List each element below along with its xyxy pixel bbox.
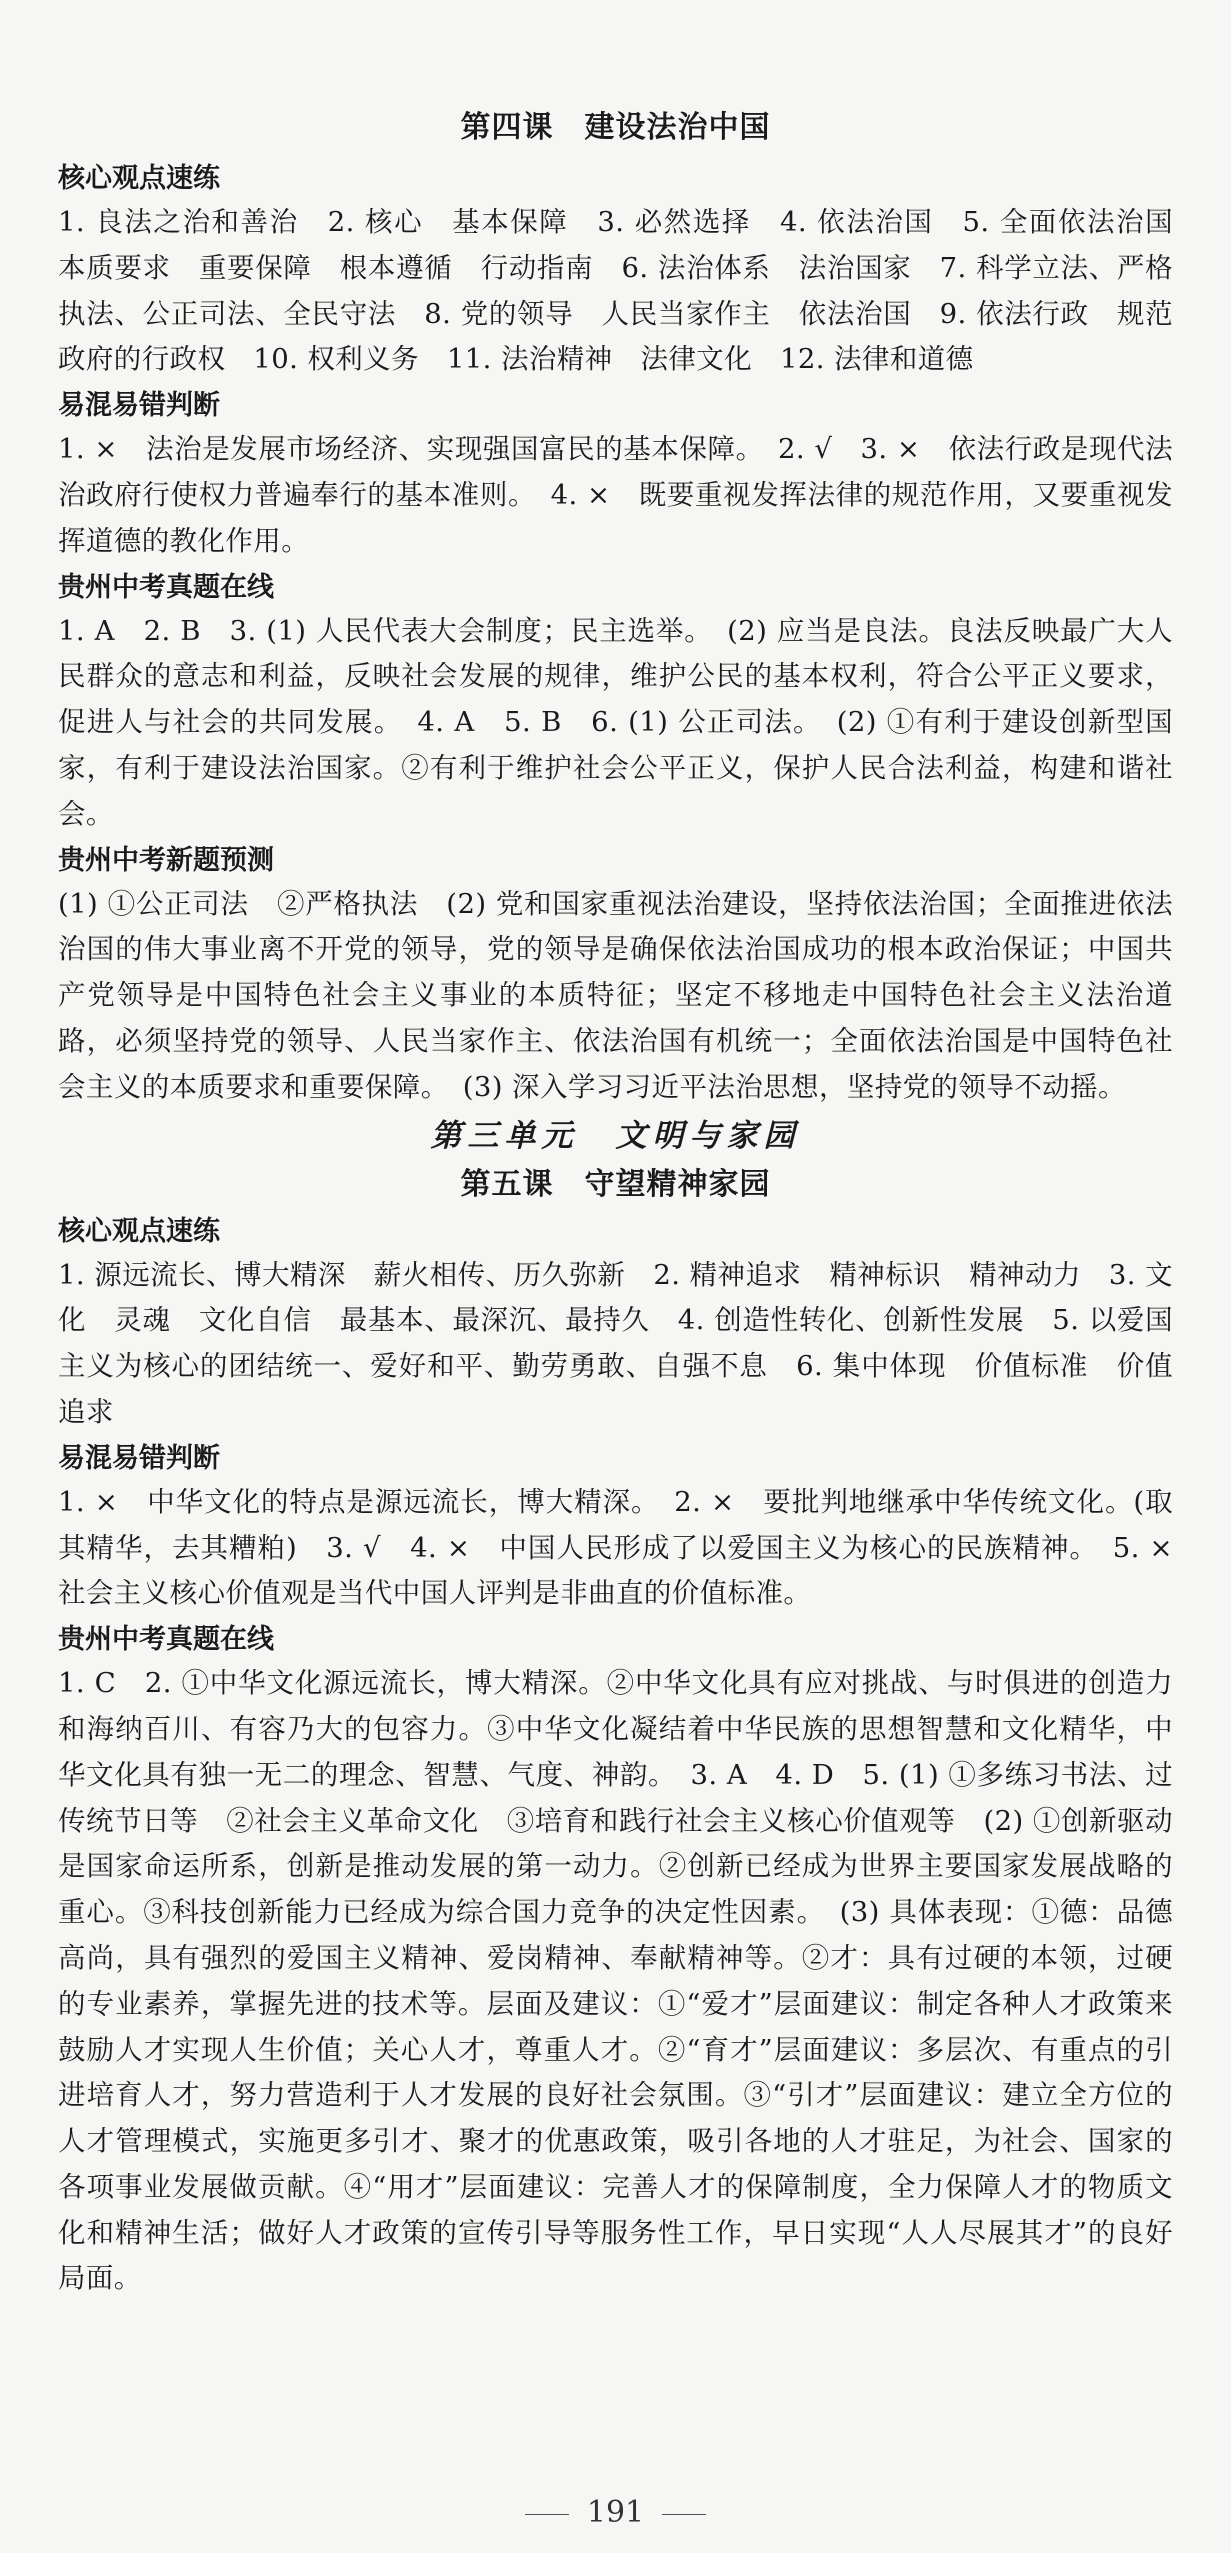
lesson5-judge-heading: 易混易错判断 [58,1442,220,1474]
page-number-right-dash [662,2514,706,2515]
unit3-title: 第三单元 文明与家园 [430,1117,801,1154]
lesson4-exam-answers: 1. A 2. B 3. (1) 人民代表大会制度；民主选举。 (2) 应当是良法。良法反映最广大人民群众的意志和利益，反映社会发展的规律，维护公民的基本权利，符合公平正义要求，促进人与社会的共同发展。 4. A 5. B 6. (1) 公正司法。 (2) ①有利于建设创新型国家，有利于建设法治国家。②有利于维护社会公平正义，保护人民合法利益，构建和谐社会。 [58,614,1173,830]
lesson4-judge-heading: 易混易错判断 [58,390,220,422]
lesson4-title: 第四课 建设法治中国 [460,110,771,145]
lesson5-exam-answers: 1. C 2. ①中华文化源远流长，博大精深。②中华文化具有应对挑战、与时俱进的创造力和海纳百川、有容乃大的包容力。③中华文化凝结着中华民族的思想智慧和文化精华，中华文化具有独一无二的理念、智慧、气度、神韵。 3. A 4. D 5. (1) ①多练习书法、过传统节日等 ②社会主义革命文化 ③培育和践行社会主义核心价值观等 (2) ①创新驱动是国家命运所系，创新是推动发展的第一动力。②创新已经成为世界主要国家发展战略的重心。③科技创新能力已经成为综合国力竞争的决定性因素。 (3) 具体表现：①德：品德高尚，具有强烈的爱国主义精神、爱岗精神、奉献精神等。②才：具有过硬的本领，过硬的专业素养，掌握先进的技术等。层面及建议：①“爱才”层面建议：制定各种人才政策来鼓励人才实现人生价值；关心人才，尊重人才。②“育才”层面建议：多层次、有重点的引进培育人才，努力营造利于人才发展的良好社会氛围。③“引才”层面建议：建立全方位的人才管理模式，实施更多引才、聚才的优惠政策，吸引各地的人才驻足，为社会、国家的各项事业发展做贡献。④“用才”层面建议：完善人才的保障制度，全力保障人才的物质文化和精神生活；做好人才政策的宣传引导等服务性工作，早日实现“人人尽展其才”的良好局面。 [58,1667,1173,2295]
lesson4-predict-answers: (1) ①公正司法 ②严格执法 (2) 党和国家重视法治建设，坚持依法治国；全面推进依法治国的伟大事业离不开党的领导，党的领导是确保依法治国成功的根本政治保证；中国共产党领导是中国特色社会主义事业的本质特征；坚定不移地走中国特色社会主义法治道路，必须坚持党的领导、人民当家作主、依法治国有机统一；全面依法治国是中国特色社会主义的本质要求和重要保障。 (3) 深入学习习近平法治思想，坚持党的领导不动摇。 [58,887,1173,1103]
lesson5-core-answers: 1. 源远流长、博大精深 薪火相传、历久弥新 2. 精神追求 精神标识 精神动力 3. 文化 灵魂 文化自信 最基本、最深沉、最持久 4. 创造性转化、创新性发展 5. 以爱国主义为核心的团结统一、爱好和平、勤劳勇敢、自强不息 6. 集中体现 价值标准 价值追求 [58,1258,1173,1428]
lesson4-judge-answers: 1. × 法治是发展市场经济、实现强国富民的基本保障。 2. √ 3. × 依法行政是现代法治政府行使权力普遍奉行的基本准则。 4. × 既要重视发挥法律的规范作用，又要重视发挥道德的教化作用。 [58,433,1173,557]
lesson5-title: 第五课 守望精神家园 [460,1166,771,1202]
lesson5-exam-heading: 贵州中考真题在线 [58,1624,274,1656]
lesson4-predict-heading: 贵州中考新题预测 [58,844,274,876]
page-number [0,2495,1231,2530]
lesson5-core-heading: 核心观点速练 [58,1215,220,1247]
lesson4-core-heading: 核心观点速练 [58,163,220,194]
lesson4-exam-heading: 贵州中考真题在线 [58,571,274,603]
page-number-value: 191 [586,2495,645,2530]
lesson4-core-answers: 1. 良法之治和善治 2. 核心 基本保障 3. 必然选择 4. 依法治国 5. 全面依法治国 本质要求 重要保障 根本遵循 行动指南 6. 法治体系 法治国家 7. 科学立法、严格执法、公正司法、全民守法 8. 党的领导 人民当家作主 依法治国 9. 依法行政 规范政府的行政权 10. 权利义务 11. 法治精神 法律文化 12. 法律和道德 [58,206,1201,376]
page-number-left-dash [525,2514,569,2515]
lesson5-judge-answers: 1. × 中华文化的特点是源远流长，博大精深。 2. × 要批判地继承中华传统文化。(取其精华，去其糟粕) 3. √ 4. × 中国人民形成了以爱国主义为核心的民族精神。 5. × 社会主义核心价值观是当代中国人评判是非曲直的价值标准。 [58,1485,1201,1610]
